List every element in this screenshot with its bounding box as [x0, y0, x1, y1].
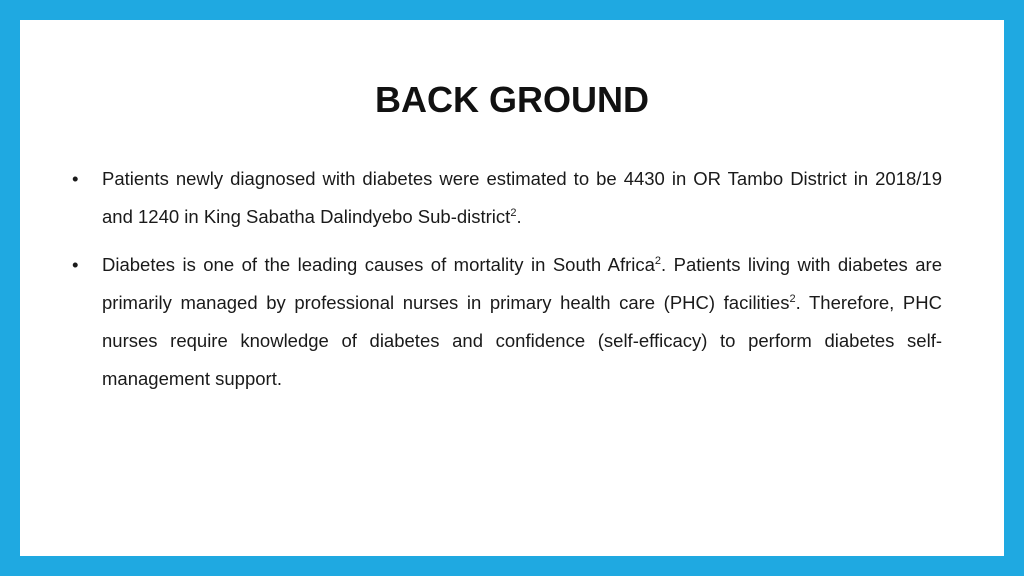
citation-superscript: 2 — [510, 207, 517, 219]
bullet-icon: • — [72, 254, 79, 275]
bullet-text — [102, 168, 942, 227]
bullet-list — [72, 160, 942, 398]
citation-superscript: 2 — [654, 255, 662, 267]
bullet-text-segment: Patients newly diagnosed with diabetes were estimated to be 4430 in OR Tambo District in 2018/19 and 1240 in King Sabatha Dalindyebo Sub-district — [102, 168, 942, 227]
slide — [20, 20, 1004, 556]
bullet-text-segment: . Therefore, PHC nurses require knowledge of diabetes and confidence (self-efficacy) to perform diabetes self-management support. — [102, 292, 942, 389]
slide-title: BACK GROUND — [375, 79, 649, 120]
bullet-text-segment: Diabetes is one of the leading causes of mortality in South Africa — [102, 254, 655, 275]
bullet-item — [72, 160, 942, 236]
citation-superscript: 2 — [789, 293, 796, 305]
bullet-icon: • — [72, 168, 79, 189]
bullet-text-segment: . Patients living with diabetes are primarily managed by professional nurses in primary health care (PHC) facilities — [102, 254, 942, 313]
bullet-text-segment: . — [516, 206, 522, 227]
bullet-text — [102, 254, 942, 389]
bullet-item — [72, 246, 942, 398]
